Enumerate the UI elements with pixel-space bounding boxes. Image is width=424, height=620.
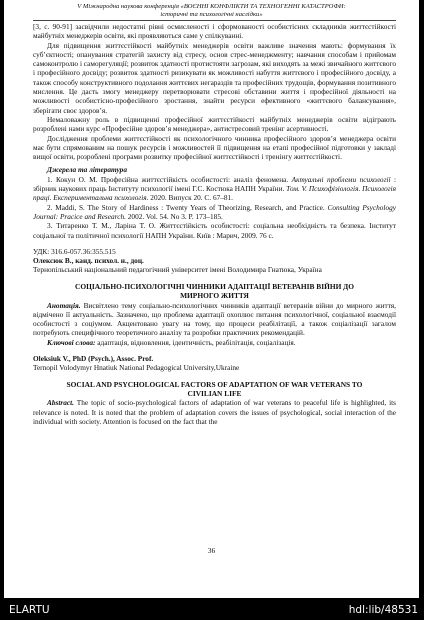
header-line-1: V Міжнародна наукова конференція «ВОЄННІ КОНФЛІКТИ ТА ТЕХНОГЕННІ КАТАСТРОФИ: — [77, 3, 346, 10]
repository-label: ELARTU — [9, 604, 50, 616]
viewer-footer — [0, 600, 424, 620]
handle-label: hdl:lib/48531 — [348, 604, 418, 616]
reference-3: 3. Титаренко Т. М., Ларіна Т. О. Життєстійкість особистості: соціальна необхідність та безпека. Інститут соціальної та політичної психології НАПН України. Київ : Марич, 2009. 76 с. — [33, 221, 396, 240]
document-page — [4, 0, 419, 598]
keywords-ua: Ключові слова: адаптація, відновлення, ідентичність, реабілітація, соціалізація. — [47, 337, 296, 347]
article-title-ua: СОЦІАЛЬНО-ПСИХОЛОГІЧНІ ЧИННИКИ АДАПТАЦІЇ ВЕТЕРАНІВ ВІЙНИ ДО МИРНОГО ЖИТТЯ — [74, 281, 354, 301]
page-body — [33, 22, 396, 426]
intro-paragraph-4: Дослідження проблеми життєстійкості як психологічного чинника професійного здоров’я менеджера освіти має бути спрямованим на пошук ресурсів і можливостей її підвищення на етапі професійної підготовки у закладі вищої освіти, розроблені програми розвитку професійної життєстійкості і тренінгу життєстійкості. — [33, 133, 396, 162]
author-name-ua: Олексюк В., канд. психол. н., доц. — [33, 256, 144, 266]
abstract-ua: Анотація. Висвітлено тему соціально-психологічних чинників адаптації ветеранів війни до мирного життя, відмічено її актуальність. Зазначено, що проблема адаптації охоплює питання психологічної, соціальної взаємодії особистості з соціумом. Акцентовано увагу на тому, що процеси реабілітації, а також соціалізації загалом потребують специфічного теоретичного аналізу та розробки практичних рекомендацій. — [33, 300, 396, 338]
reference-1: 1. Кокун О. М. Професійна життєстійкість особистості: аналіз феномена. Актуальні проблеми психології : збірник наукових праць Інституту психології імені Г.С. Костюка НАПН України. Том. V. Психофізіологія. Психологія праці. Експериментальна психологія. 2020. Випуск 20. С. 67–81. — [33, 174, 396, 203]
intro-paragraph-3: Немаловажну роль в підвищенні професійної життєстійкості майбутніх менеджерів освіти відіграють розроблені нами курс «Професійне здоров’я менеджера», антистресовий тренінг асертивності. — [33, 114, 396, 134]
article-title-en: SOCIAL AND PSYCHOLOGICAL FACTORS OF ADAPTATION OF WAR VETERANS TO CIVILIAN LIFE — [66, 379, 363, 399]
udc-code: УДК: 316.6-057.36:355.515 — [33, 246, 116, 256]
running-header — [4, 3, 419, 18]
author-name-en: Oleksiuk V., PhD (Psych.), Assoc. Prof. — [33, 354, 154, 364]
intro-paragraph-1: [3, с. 90-91] засвідчили недостатні рівні осмисленості і сформованості особистісних складників життєстійкості майбутніх менеджерів освіти, які проявляються саме у спілкуванні. — [33, 22, 396, 41]
author-affiliation-en: Ternopil Volodymyr Hnatiuk National Pedagogical University,Ukraine — [33, 363, 240, 373]
header-line-2: історичні та психологічні наслідки» — [160, 10, 263, 18]
references-heading: Джерела та література — [47, 165, 127, 175]
page-number: 36 — [207, 546, 216, 555]
author-affiliation-ua: Тернопільський національний педагогічний університет імені Володимира Гнатюка, Україна — [33, 265, 322, 275]
reference-2: 2. Maddi, S. The Story of Hardiness : Twenty Years of Theorizing, Research, and Practice. Consulting Psychology Journal: Pracice and Research. 2002. Vol. 54. No 3. P. 173–185. — [33, 202, 396, 221]
header-rule — [33, 20, 396, 21]
abstract-en: Abstract. The topic of socio-psychological factors of adaptation of war veterans to peaceful life is highlighted, its relevance is noted. It is noted that the problem of adaptation covers the issues of psychological, social interaction of the individual with society. Attention is focused on the fact that the — [33, 398, 396, 427]
intro-paragraph-2: Для підвищення життєстійкості майбутніх менеджерів освіти важливе значення мають: формування їх суб’єктності; опанування стратегій захисту від стресу, основ стрес-менеджменту; навчання способам і прийомам самоконтролю і саморегуляції; розвиток здатності протистояти загрозам, які виходять за межі звичайного життєвого і професійного досвіду; розвиток здатності ризикувати як можливості набуття життєвого і професійного досвіду, а також способу конструктивного подолання життєвих негараздів та професійних трудощів, формування позитивного мислення. Це дасть змогу менеджеру перетворювати стресові обставини життя і професійної діяльності на можливості особистісно-професійного зростання, знайти ресурси ефективного «життєвого балансування», зберігати своє здоров’я. — [33, 40, 396, 115]
